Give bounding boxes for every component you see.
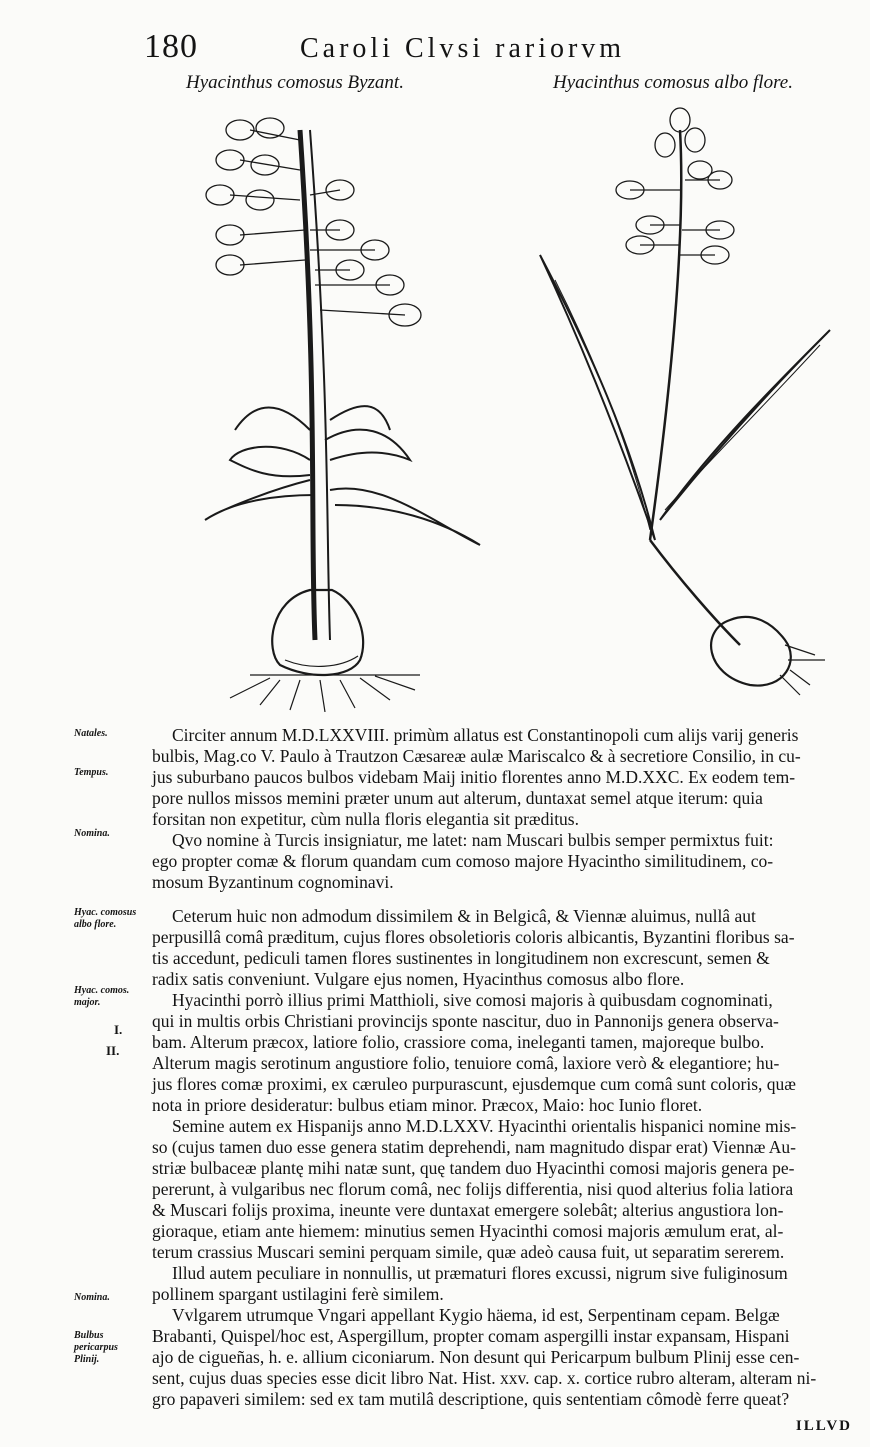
text-line: mosum Byzantinum cognominavi. <box>152 872 394 892</box>
margin-hyac-albo: Hyac. comosus albo flore. <box>74 907 137 930</box>
text-line: forsitan non expetitur, cùm nulla floris elegantia sit præditus. <box>152 809 579 829</box>
margin-bulbus: Bulbus pericarpus Plinij. <box>74 1330 118 1365</box>
text-line: gioraque, etiam ante hiemem: minutius semen Hyacinthi comosi majoris æmulum erat, al- <box>152 1221 784 1241</box>
margin-natales: Natales. <box>74 728 108 739</box>
page-folio: 180 <box>144 28 198 65</box>
margin-tempus: Tempus. <box>74 767 109 778</box>
text-line: pore nullos missos memini præter unum aut alterum, duntaxat semel atque iterum: quia <box>152 788 763 808</box>
text-line: nota in priore desideratur: bulbus etiam minor. Præcox, Maio: hoc Iunio floret. <box>152 1095 703 1115</box>
text-line: jus suburbano paucos bulbos videbam Maij initio florentes anno M.D.XXC. Ex eodem tem- <box>152 767 796 787</box>
text-line: Qvo nomine à Turcis insigniatur, me latet: nam Muscari bulbis semper permixtus fuit: <box>172 830 774 850</box>
text-line: Brabanti, Quispel/hoc est, Aspergillum, propter comam aspergilli instar expansam, Hispani <box>152 1326 790 1346</box>
left-plant-illustration <box>205 118 480 712</box>
text-line: Alterum magis serotinum angustiore folio, tenuiore comâ, laxiore verò & elegantiore; hu- <box>152 1053 780 1073</box>
margin-nomina-2: Nomina. <box>74 1292 110 1303</box>
text-line: ego propter comæ & florum quandam cum comoso majore Hyacintho similitudinem, co- <box>152 851 774 871</box>
text-line: & Muscari folijs proxima, ineunte vere duntaxat emergere solebât; alterius angustiora lon- <box>152 1200 784 1220</box>
text-line: Circiter annum M.D.LXXVIII. primùm allatus est Constantinopoli cum alijs varij generis <box>172 725 799 745</box>
text-line: terum crassius Muscari semini perquam simile, quæ adeò causa fuit, ut separatim sererem. <box>152 1242 785 1262</box>
text-line: Ceterum huic non admodum dissimilem & in Belgicâ, & Viennæ aluimus, nullâ aut <box>172 906 756 926</box>
text-line: Hyacinthi porrò illius primi Matthioli, sive comosi majoris à quibusdam cognominati, <box>172 990 773 1010</box>
botanical-plate <box>160 100 860 712</box>
caption-right: Hyacinthus comosus albo flore. <box>553 72 793 93</box>
right-plant-illustration <box>540 108 830 695</box>
text-line: ajo de cigueñas, h. e. allium ciconiarum. Non desunt qui Pericarpum bulbum Plinij esse cen- <box>152 1347 800 1367</box>
text-line: pererunt, à vulgaribus nec florum comâ, nec folijs differentia, nisi quod alterius folia latiora <box>152 1179 794 1199</box>
text-line: radix satis conveniunt. Vulgare ejus nomen, Hyacinthus comosus albo flore. <box>152 969 685 989</box>
text-line: pollinem spargant ustilagini ferè similem. <box>152 1284 444 1304</box>
margin-hyac-major: Hyac. comos. major. <box>74 985 130 1008</box>
margin-numeral-2: II. <box>106 1043 120 1058</box>
text-line: Illud autem peculiare in nonnullis, ut præmaturi flores excussi, nigrum sive fuliginosum <box>172 1263 788 1283</box>
text-line: perpusillâ comâ præditum, cujus flores obsoletioris coloris albicantis, Byzantini floribus sa- <box>152 927 795 947</box>
text-line: striæ bulbaceæ plantę mihi natæ sunt, quę tandem duo Hyacinthi comosi majoris genera pe- <box>152 1158 795 1178</box>
margin-numeral-1: I. <box>114 1022 123 1037</box>
margin-nomina: Nomina. <box>74 828 110 839</box>
text-line: so (cujus tamen duo esse genera statim deprehendi, nam magnitudo dispar erat) Viennæ Au- <box>152 1137 797 1157</box>
text-line: Vvlgarem utrumque Vngari appellant Kygio häema, id est, Serpentinam cepam. Belgæ <box>172 1305 780 1325</box>
text-line: jus flores comæ proximi, ex cæruleo purpurascunt, ejusdemque cum comâ sunt coloris, quæ <box>152 1074 796 1094</box>
text-line: qui in multis orbis Christiani provincijs sponte nascitur, duo in Pannonijs genera observa- <box>152 1011 779 1031</box>
text-line: Semine autem ex Hispanijs anno M.D.LXXV. Hyacinthi orientalis hispanici nomine mis- <box>172 1116 797 1136</box>
text-line: tis accedunt, pediculi tamen flores sustinentes in longitudinem non excrescunt, semen & <box>152 948 770 968</box>
text-line: bam. Alterum præcox, latiore folio, crassiore coma, ineleganti tamen, majoreque bulbo. <box>152 1032 765 1052</box>
running-title: Caroli Clvsi rariorvm <box>300 33 626 64</box>
text-line: bulbis, Mag.co V. Paulo à Trautzon Cæsareæ aulæ Mariscalco & à secretiore Consilio, in cu- <box>152 746 801 766</box>
text-line: sent, cujus duas species esse dicit libro Nat. Hist. xxv. cap. x. cortice rubro alteram, alteram ni- <box>152 1368 817 1388</box>
caption-left: Hyacinthus comosus Byzant. <box>186 72 404 93</box>
catchword: ILLVD <box>795 1418 852 1434</box>
text-line: gro papaveri similem: sed ex tam mutilâ descriptione, quis sententiam cômodè ferre queat? <box>152 1389 790 1409</box>
